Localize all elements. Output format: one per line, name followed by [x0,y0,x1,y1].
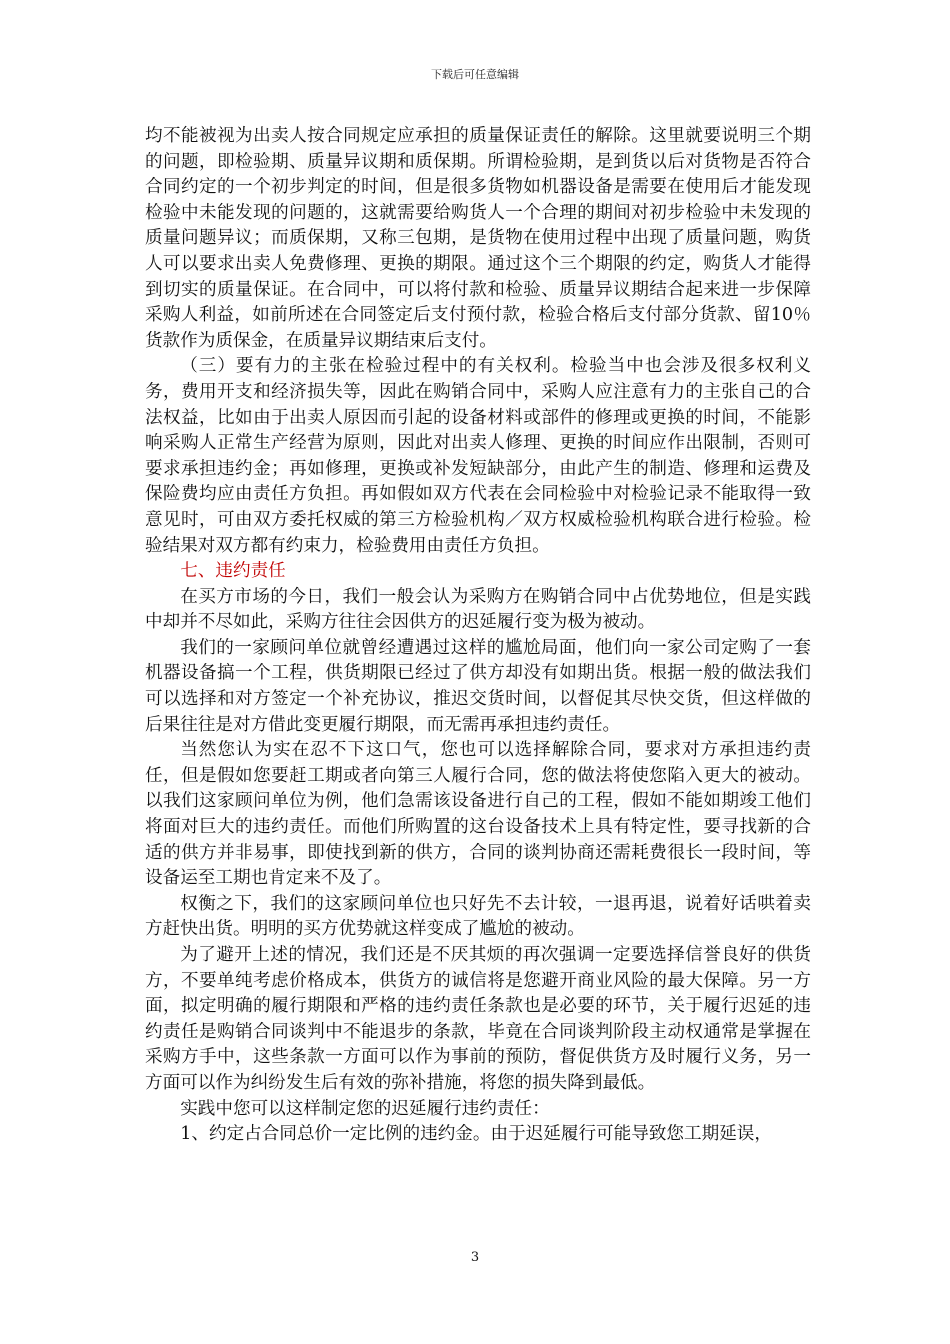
paragraph-item-1: 1、约定占合同总价一定比例的违约金。由于迟延履行可能导致您工期延误， [180,1124,772,1145]
paragraph-client-example: 我们的一家顾问单位就曾经遭遇过这样的尴尬局面，他们向一家公司定购了一套机器设备搞一个工程，供货期限已经过了供方却没有如期出货。根据一般的做法我们可以选择和对方签定一个补充协议，推迟交货时间，以督促其尽快交货，但这样做的后果往往是对方借此变更履行期限，而无需再承担违约责任。 [145,637,811,735]
document-body [145,124,811,1148]
section-title-breach-liability: 七、违约责任 [180,561,286,582]
paragraph-buyers-market: 在买方市场的今日，我们一般会认为采购方在购销合同中占优势地位，但是实践中却并不尽如此，采购方往往会因供方的迟延履行变为极为被动。 [145,586,811,633]
paragraph-practice-intro: 实践中您可以这样制定您的迟延履行违约责任： [180,1098,550,1119]
paragraph-weighing: 权衡之下，我们的这家顾问单位也只好先不去计较，一退再退，说着好话哄着卖方赶快出货。明明的买方优势就这样变成了尴尬的被动。 [145,893,811,940]
page-header: 下载后可任意编辑 [431,68,519,81]
paragraph-quality-periods: 均不能被视为出卖人按合同规定应承担的质量保证责任的解除。这里就要说明三个期的问题，即检验期、质量异议期和质保期。所谓检验期，是到货以后对货物是否符合合同约定的一个初步判定的时间，但是很多货物如机器设备是需要在使用后才能发现检验中未能发现的问题的，这就需要给购货人一个合理的期间对初步检验中未发现的质量问题异议；而质保期，又称三包期，是货物在使用过程中出现了质量问题，购货人可以要求出卖人免费修理、更换的期限。通过这个三个期限的约定，购货人才能得到切实的质量保证。在合同中，可以将付款和检验、质量异议期结合起来进一步保障采购人利益，如前所述在合同签定后支付预付款，检验合格后支付部分货款、留10％货款作为质保金，在质量异议期结束后支付。 [145,126,811,351]
page-number: 3 [470,1250,480,1265]
paragraph-terminate-contract: 当然您认为实在忍不下这口气，您也可以选择解除合同，要求对方承担违约责任，但是假如您要赶工期或者向第三人履行合同，您的做法将使您陷入更大的被动。以我们这家顾问单位为例，他们急需该设备进行自己的工程，假如不能如期竣工他们将面对巨大的违约责任。而他们所购置的这台设备技术上具有特定性，要寻找新的合适的供方并非易事，即使找到新的供方，合同的谈判协商还需耗费很长一段时间，等设备运至工期也肯定来不及了。 [145,740,811,889]
paragraph-avoid-situation: 为了避开上述的情况，我们还是不厌其烦的再次强调一定要选择信誉良好的供货方，不要单纯考虑价格成本，供货方的诚信将是您避开商业风险的最大保障。另一方面，拟定明确的履行期限和严格的违约责任条款也是必要的环节，关于履行迟延的违约责任是购销合同谈判中不能退步的条款，毕竟在合同谈判阶段主动权通常是掌握在采购方手中，这些条款一方面可以作为事前的预防，督促供货方及时履行义务，另一方面可以作为纠纷发生后有效的弥补措施，将您的损失降到最低。 [145,945,811,1093]
paragraph-inspection-rights: （三）要有力的主张在检验过程中的有关权利。检验当中也会涉及很多权利义务，费用开支和经济损失等，因此在购销合同中，采购人应注意有力的主张自己的合法权益，比如由于出卖人原因而引起的设备材料或部件的修理或更换的时间，不能影响采购人正常生产经营为原则，因此对出卖人修理、更换的时间应作出限制，否则可要求承担违约金；再如修理，更换或补发短缺部分，由此产生的制造、修理和运费及保险费均应由责任方负担。再如假如双方代表在会同检验中对检验记录不能取得一致意见时，可由双方委托权威的第三方检验机构／双方权威检验机构联合进行检验。检验结果对双方都有约束力，检验费用由责任方负担。 [145,356,811,556]
